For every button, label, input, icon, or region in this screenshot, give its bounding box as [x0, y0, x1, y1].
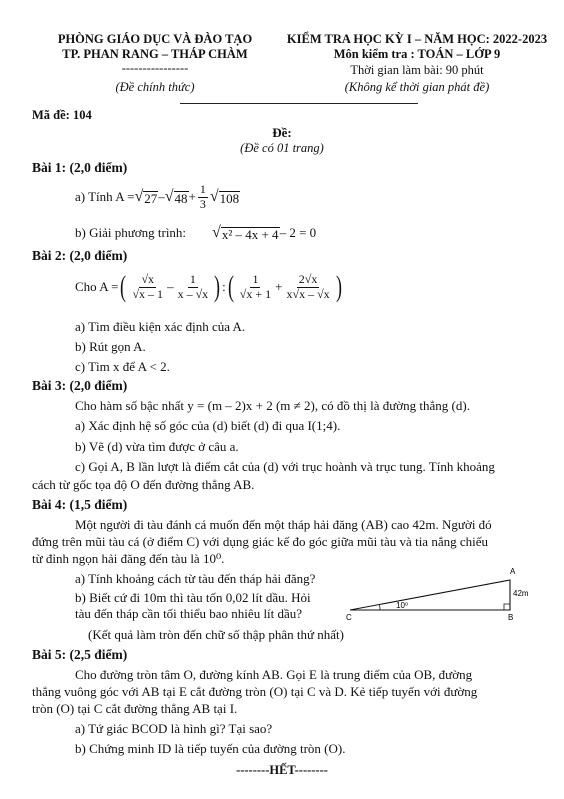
problem-4a: a) Tính khoảng cách từ tàu đến tháp hải đăng?: [75, 571, 316, 586]
duration-note: (Không kể thời gian phát đề): [344, 80, 490, 94]
doc-subtitle: (Đề có 01 trang): [240, 141, 324, 155]
problem-3-intro: Cho hàm số bậc nhất y = (m – 2)x + 2 (m ≠ 2), có đồ thị là đường thẳng (d).: [75, 398, 470, 413]
problem-3a: a) Xác định hệ số góc của (d) biết (d) đi qua I(1;4).: [75, 418, 341, 433]
problem-3b: b) Vẽ (d) vừa tìm được ở câu a.: [75, 439, 239, 454]
problem-3-heading: Bài 3: (2,0 điểm): [32, 378, 128, 393]
header-dashes: ----------------: [121, 61, 189, 75]
problem-4b-line1: b) Biết cứ đi 10m thì tàu tốn 0,02 lít dầu. Hỏi: [75, 590, 311, 605]
exam-code: Mã đề: 104: [32, 108, 92, 122]
sqrt-108: √ 108: [209, 187, 240, 206]
p1a-prefix: a) Tính A =: [75, 189, 135, 205]
problem-2-heading: Bài 2: (2,0 điểm): [32, 248, 128, 263]
problem-5-p3: tròn (O) tại C cắt đường thẳng AB tại I.: [32, 701, 238, 716]
label-height: 42m: [513, 589, 529, 598]
header-divider: [180, 103, 418, 104]
problem-4-p1: Một người đi tàu đánh cá muốn đến một tháp hải đăng (AB) cao 42m. Người đó: [75, 517, 492, 532]
problem-3c-line2: cách từ gốc tọa độ O đến đường thẳng AB.: [32, 477, 255, 492]
problem-4-heading: Bài 4: (1,5 điểm): [32, 497, 128, 512]
city-name: TP. PHAN RANG – THÁP CHÀM: [62, 47, 248, 61]
official-label: (Đề chính thức): [115, 80, 195, 94]
label-a: A: [510, 567, 516, 576]
doc-title: Đề:: [272, 125, 292, 140]
sqrt-27: √ 27: [134, 187, 158, 206]
label-angle: 10⁰: [396, 601, 409, 610]
problem-5-p2: thẳng vuông góc với AB tại E cắt đường tròn (O) tại C và D. Kẻ tiếp tuyến với đường: [32, 684, 478, 699]
problem-1b: b) Giải phương trình: √ x² – 4x + 4 – 2 = 0: [75, 224, 317, 242]
triangle-diagram: [338, 563, 548, 623]
problem-2-expression: Cho A = ( $\frac{√x}{√x - 1}$ – $\frac{1}{x - √x}$ ) : ( $\frac{1}{√x + 1}$ + $\frac{2√x}{x√x - √x}$ ): [75, 270, 342, 303]
duration: Thời gian làm bài: 90 phút: [350, 63, 484, 77]
problem-3c-line1: c) Gọi A, B lần lượt là điểm cắt của (d) với trục hoành và trục tung. Tính khoảng: [75, 459, 495, 474]
label-c: C: [346, 613, 352, 622]
end-marker: --------HẾT--------: [236, 763, 328, 777]
sqrt-quadratic: √ x² – 4x + 4: [212, 224, 279, 242]
problem-5-heading: Bài 5: (2,5 điểm): [32, 647, 128, 662]
fraction-one-third: $\frac{1}{3}$: [199, 182, 206, 211]
problem-4-p2: đứng trên mũi tàu cá (ở điểm C) với dụng giác kế đo góc giữa mũi tàu và tia nắng chiếu: [32, 534, 488, 549]
frac-3: $\frac{1}{√x + 1}$: [239, 271, 272, 301]
label-b: B: [508, 613, 514, 622]
subject: Môn kiểm tra : TOÁN – LỚP 9: [333, 47, 501, 61]
right-angle-mark: [504, 604, 510, 610]
problem-4b-line2: tàu đến tháp cần tối thiểu bao nhiêu lít dầu?: [75, 606, 303, 621]
angle-arc: [380, 605, 381, 610]
problem-2a: a) Tìm điều kiện xác định của A.: [75, 319, 246, 334]
problem-1-heading: Bài 1: (2,0 điểm): [32, 160, 128, 175]
problem-4-p3: từ đỉnh ngọn hải đăng đến tàu là 10⁰.: [32, 551, 225, 566]
dept-name: PHÒNG GIÁO DỤC VÀ ĐÀO TẠO: [57, 32, 253, 46]
problem-5-p1: Cho đường tròn tâm O, đường kính AB. Gọi E là trung điểm của OB, đường: [75, 667, 473, 682]
problem-2c: c) Tìm x để A < 2.: [75, 359, 170, 374]
lighthouse-figure: [338, 563, 548, 623]
exam-title: KIỂM TRA HỌC KỲ I – NĂM HỌC: 2022-2023: [286, 32, 548, 46]
problem-4-note: (Kết quả làm tròn đến chữ số thập phân thứ nhất): [88, 627, 344, 642]
problem-2b: b) Rút gọn A.: [75, 339, 146, 354]
sqrt-48: √ 48: [164, 187, 188, 206]
frac-4: $\frac{2√x}{x√x - √x}$: [286, 271, 330, 301]
frac-1: $\frac{√x}{√x - 1}$: [132, 271, 164, 301]
problem-5a: a) Tứ giác BCOD là hình gì? Tại sao?: [75, 721, 273, 736]
problem-1a: a) Tính A = √ 27 – √ 48 + $\frac{1}{3}$ √ 108: [75, 182, 240, 211]
frac-2: $\frac{1}{x - √x}$: [177, 271, 209, 301]
problem-5b: b) Chứng minh ID là tiếp tuyến của đường tròn (O).: [75, 741, 346, 756]
triangle-abc: [350, 580, 510, 610]
